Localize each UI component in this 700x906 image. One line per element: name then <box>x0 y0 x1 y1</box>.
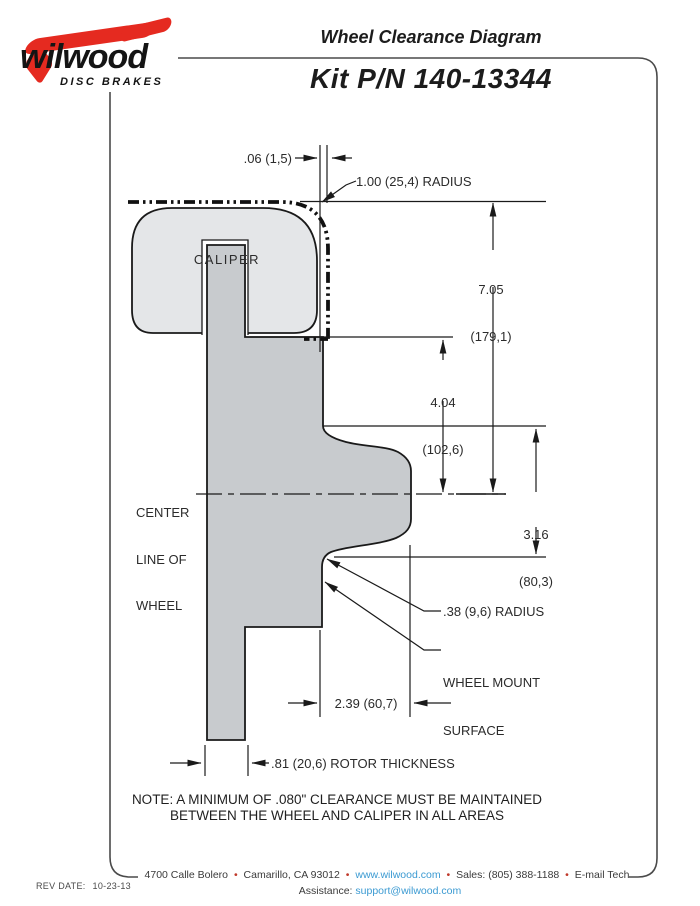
footer-city: Camarillo, CA 93012 <box>243 869 340 881</box>
footer-address: 4700 Calle Bolero <box>144 869 229 881</box>
clearance-note: NOTE: A MINIMUM OF .080" CLEARANCE MUST BE MAINTAINED BETWEEN THE WHEEL AND CALIPER IN ALL AREAS <box>131 792 543 823</box>
logo-wordmark: wilwood <box>20 38 148 76</box>
rev-date: REV DATE: 10-23-13 <box>36 881 131 891</box>
dim-upper-height-label: 4.04 (102,6) <box>422 395 464 457</box>
footer-bullet: • <box>233 869 238 881</box>
footer-email-label: E-mail Tech Assistance: <box>298 869 630 897</box>
footer-bullet: • <box>345 869 350 881</box>
footer-bullet: • <box>446 869 451 881</box>
wilwood-logo <box>20 18 180 92</box>
dim-total-height-label: 7.05 (179,1) <box>470 282 512 344</box>
footer-sales-phone: Sales: (805) 388-1188 <box>456 869 560 881</box>
dim-gap-label: .06 (1,5) <box>243 151 292 166</box>
dim-top-radius-label: 1.00 (25,4) RADIUS <box>356 174 472 189</box>
dim-rotor-thickness-label: .81 (20,6) ROTOR THICKNESS <box>271 756 455 771</box>
page-title: Wheel Clearance Diagram <box>320 27 542 47</box>
centerline-label: CENTER LINE OF WHEEL <box>136 505 190 613</box>
logo-tagline: DISC BRAKES <box>60 76 164 88</box>
footer-bullet: • <box>565 869 569 881</box>
footer-website-link[interactable]: www.wilwood.com <box>355 869 441 881</box>
footer-email-link[interactable]: support@wilwood.com <box>355 885 462 897</box>
caliper-label: CALIPER <box>193 252 261 267</box>
dim-hat-depth-label: 2.39 (60,7) <box>334 696 398 711</box>
dim-fillet-radius-label: .38 (9,6) RADIUS <box>443 604 545 619</box>
kit-part-number: Kit P/N 140-13344 <box>310 63 552 94</box>
footer <box>110 867 657 899</box>
dim-lower-height-label: 3.16 (80,3) <box>519 527 553 589</box>
wheel-mount-surface-label: WHEEL MOUNT SURFACE <box>443 675 541 738</box>
